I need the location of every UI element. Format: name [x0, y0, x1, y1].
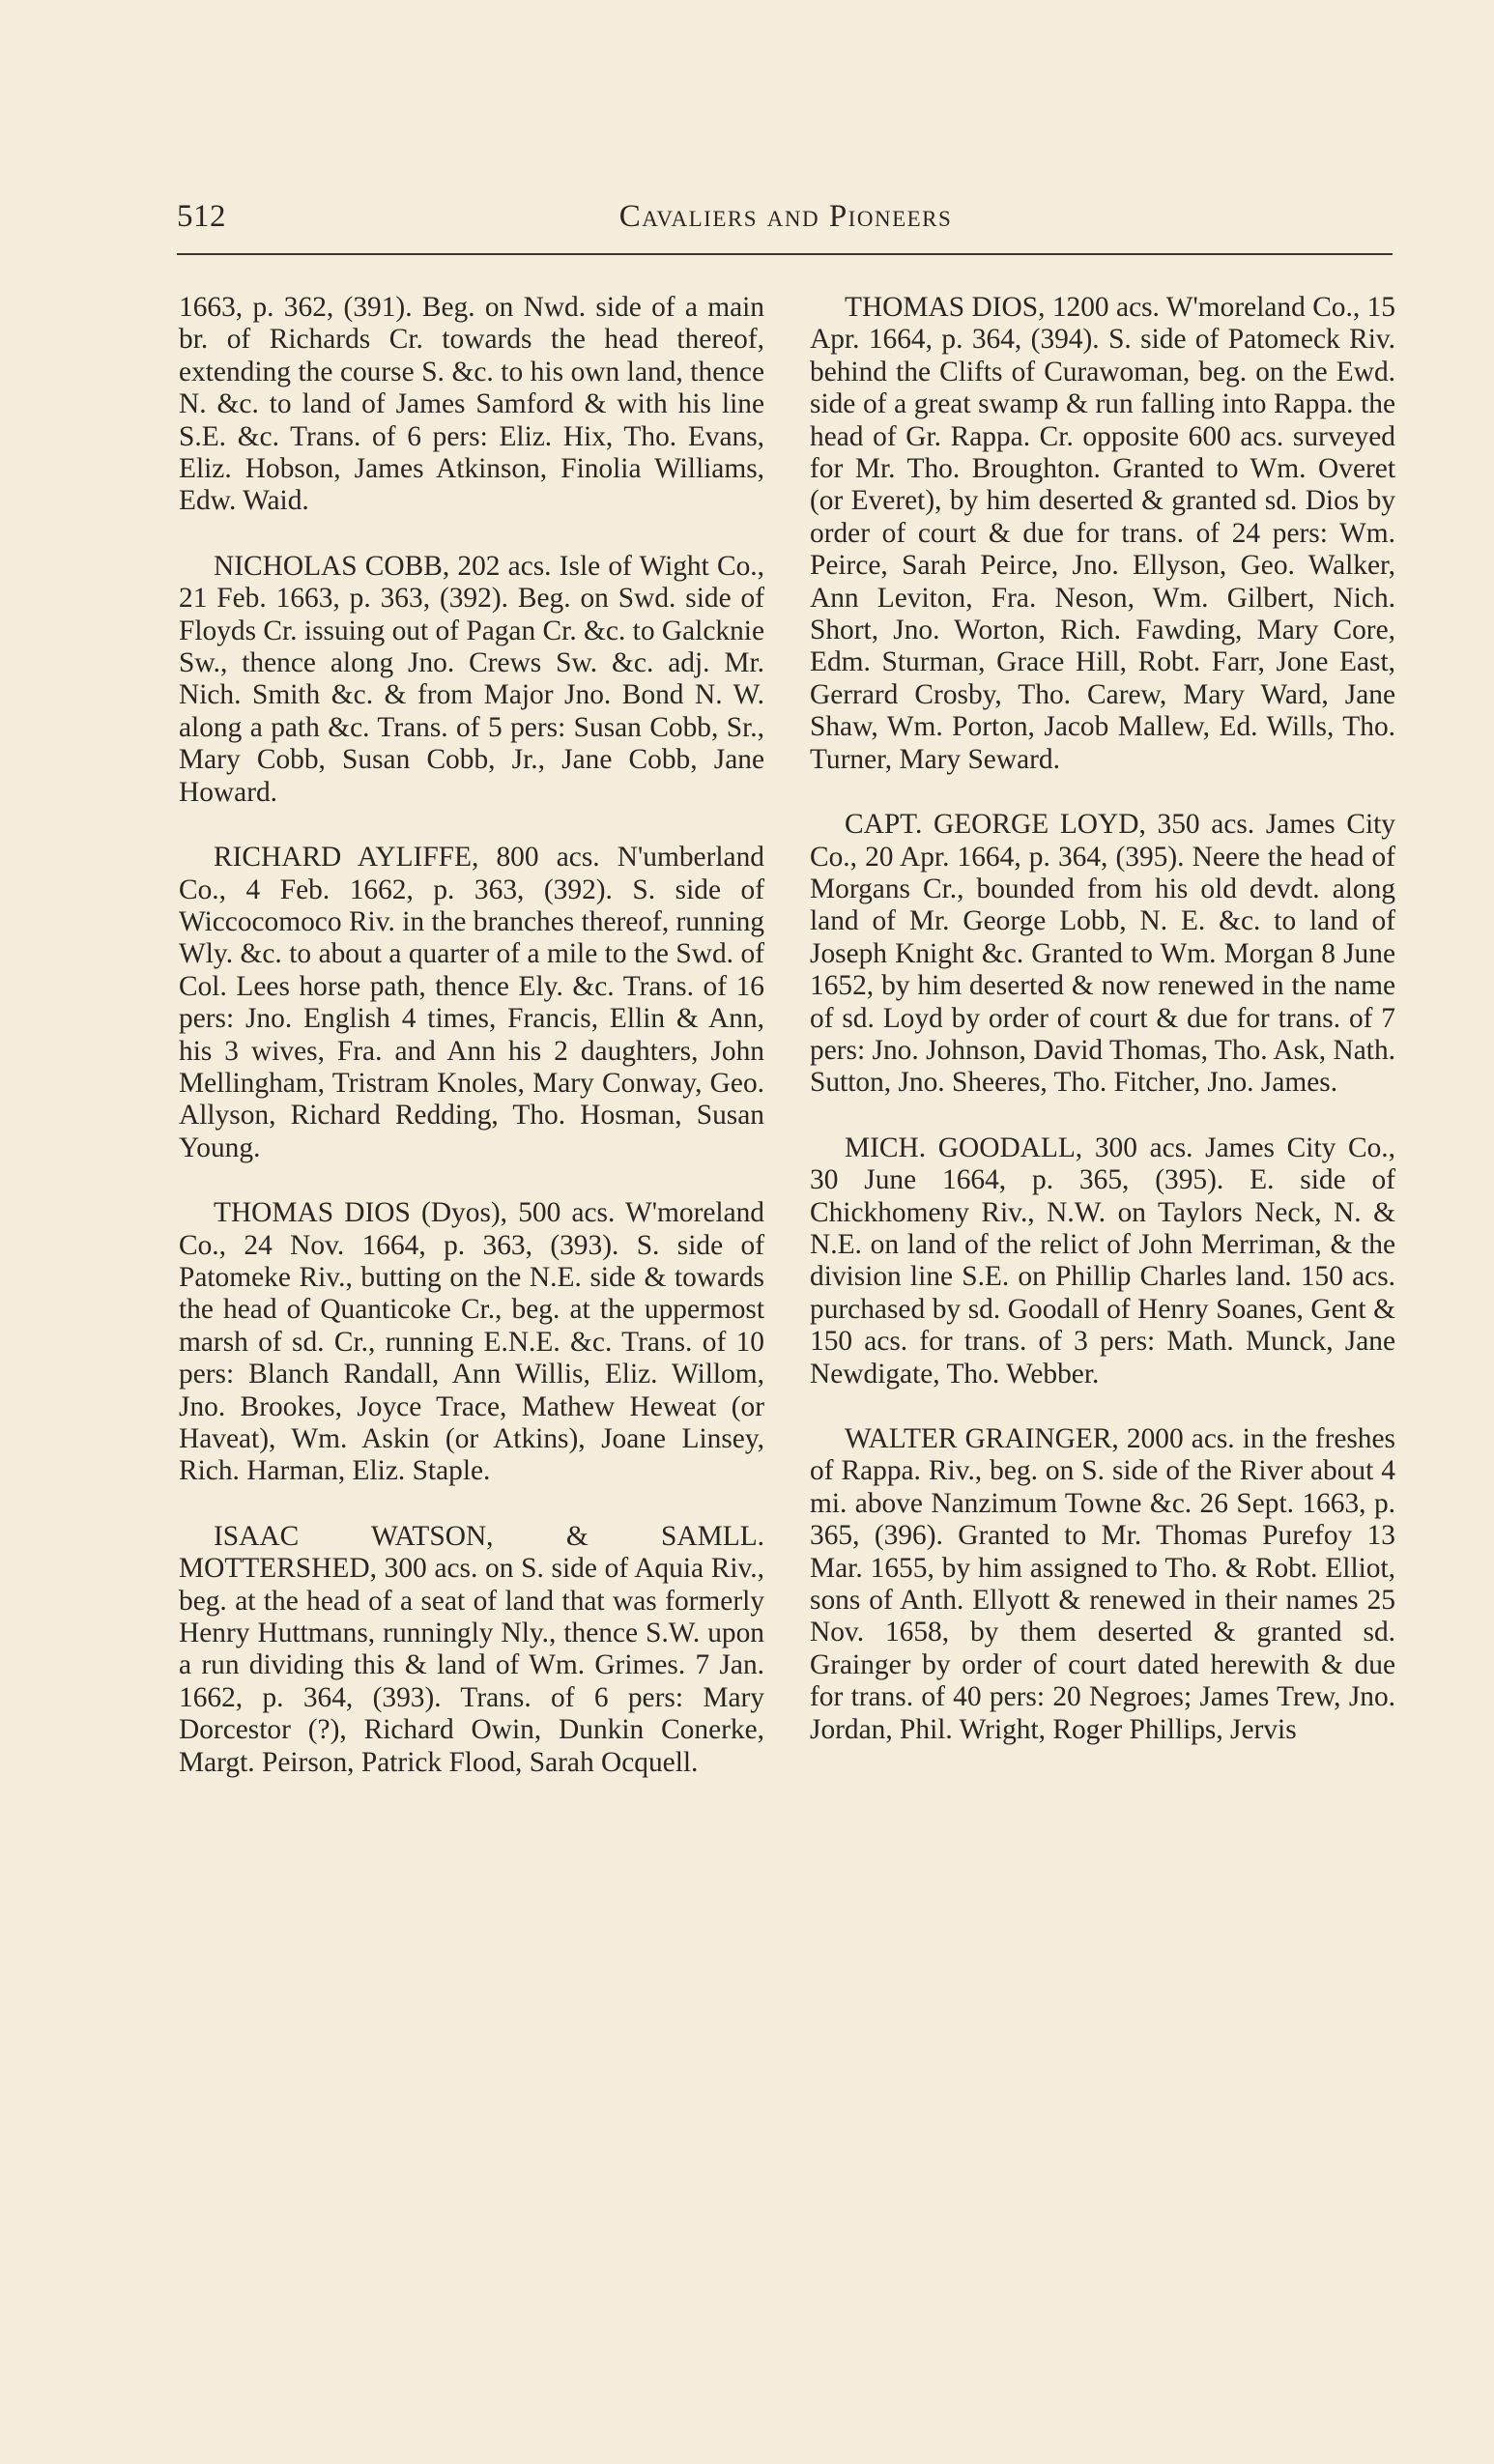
patent-entry-thomas-dios: THOMAS DIOS, 1200 acs. W'moreland Co., 15 Apr. 1664, p. 364, (394). S. side of Patomeck Riv. behind the Clifts of Curawoman, beg. on the Ewd. side of a great swamp & run falling into Rappa. the head of Gr. Rappa. Cr. opposite 600 acs. surveyed for Mr. Tho. Broughton. Granted to Wm. Overet (or Everet), by him deserted & granted sd. Dios by order of court & due for trans. of 24 pers: Wm. Peirce, Sarah Peirce, Jno. Ellyson, Geo. Walker, Ann Leviton, Fra. Neson, Wm. Gilbert, Nich. Short, Jno. Worton, Rich. Fawding, Mary Core, Edm. Sturman, Grace Hill, Robt. Farr, Jone East, Gerrard Crosby, Tho. Carew, Mary Ward, Jane Shaw, Wm. Porton, Jacob Mallew, Ed. Wills, Tho. Turner, Mary Seward. — [810, 292, 1395, 775]
right-column — [810, 292, 1395, 1746]
running-title: Cavaliers and Pioneers — [618, 199, 953, 234]
running-head — [177, 199, 1393, 247]
patent-entry-continued: 1663, p. 362, (391). Beg. on Nwd. side of a main br. of Richards Cr. towards the head thereof, extending the course S. &c. to his own land, thence N. &c. to land of James Samford & with his line S.E. &c. Trans. of 6 pers: Eliz. Hix, Tho. Evans, Eliz. Hobson, James Atkinson, Finolia Williams, Edw. Waid. — [179, 292, 764, 517]
header-rule — [177, 253, 1393, 255]
patent-entry-thomas-dios-dyos: THOMAS DIOS (Dyos), 500 acs. W'moreland Co., 24 Nov. 1664, p. 363, (393). S. side of Patomeke Riv., butting on the N.E. side & towards the head of Quanticoke Cr., beg. at the uppermost marsh of sd. Cr., running E.N.E. &c. Trans. of 10 pers: Blanch Randall, Ann Willis, Eliz. Willom, Jno. Brookes, Joyce Trace, Mathew Heweat (or Haveat), Wm. Askin (or Atkins), Joane Linsey, Rich. Harman, Eliz. Staple. — [179, 1197, 764, 1487]
patent-entry-richard-ayliffe: RICHARD AYLIFFE, 800 acs. N'umberland Co., 4 Feb. 1662, p. 363, (392). S. side of Wiccocomoco Riv. in the branches thereof, running Wly. &c. to about a quarter of a mile to the Swd. of Col. Lees horse path, thence Ely. &c. Trans. of 16 pers: Jno. English 4 times, Francis, Ellin & Ann, his 3 wives, Fra. and Ann his 2 daughters, John Mellingham, Tristram Knoles, Mary Conway, Geo. Allyson, Richard Redding, Tho. Hosman, Susan Young. — [179, 842, 764, 1163]
page-number: 512 — [177, 199, 226, 234]
patent-entry-nicholas-cobb: NICHOLAS COBB, 202 acs. Isle of Wight Co., 21 Feb. 1663, p. 363, (392). Beg. on Swd. side of Floyds Cr. issuing out of Pagan Cr. &c. to Galcknie Sw., thence along Jno. Crews Sw. &c. adj. Mr. Nich. Smith &c. & from Major Jno. Bond N. W. along a path &c. Trans. of 5 pers: Susan Cobb, Sr., Mary Cobb, Susan Cobb, Jr., Jane Cobb, Jane Howard. — [179, 550, 764, 808]
patent-entry-george-loyd: CAPT. GEORGE LOYD, 350 acs. James City Co., 20 Apr. 1664, p. 364, (395). Neere the head of Morgans Cr., bounded from his old devdt. along land of Mr. George Lobb, N. E. &c. to land of Joseph Knight &c. Granted to Wm. Morgan 8 June 1652, by him deserted & now renewed in the name of sd. Loyd by order of court & due for trans. of 7 pers: Jno. Johnson, David Thomas, Tho. Ask, Nath. Sutton, Jno. Sheeres, Tho. Fitcher, Jno. James. — [810, 809, 1395, 1099]
patent-entry-walter-grainger: WALTER GRAINGER, 2000 acs. in the freshes of Rappa. Riv., beg. on S. side of the River about 4 mi. above Nanzimum Towne &c. 26 Sept. 1663, p. 365, (396). Granted to Mr. Thomas Purefoy 13 Mar. 1655, by him assigned to Tho. & Robt. Elliot, sons of Anth. Ellyott & renewed in their names 25 Nov. 1658, by them deserted & granted sd. Grainger by order of court dated herewith & due for trans. of 40 pers: 20 Negroes; James Trew, Jno. Jordan, Phil. Wright, Roger Phillips, Jervis — [810, 1423, 1395, 1745]
left-column — [179, 292, 764, 1779]
patent-entry-mich-goodall: MICH. GOODALL, 300 acs. James City Co., 30 June 1664, p. 365, (395). E. side of Chickhomeny Riv., N.W. on Taylors Neck, N. & N.E. on land of the relict of John Merriman, & the division line S.E. on Phillip Charles land. 150 acs. purchased by sd. Goodall of Henry Soanes, Gent & 150 acs. for trans. of 3 pers: Math. Munck, Jane Newdigate, Tho. Webber. — [810, 1132, 1395, 1390]
patent-entry-isaac-watson: ISAAC WATSON, & SAMLL. MOTTERSHED, 300 acs. on S. side of Aquia Riv., beg. at the head of a seat of land that was formerly Henry Huttmans, runningly Nly., thence S.W. upon a run dividing this & land of Wm. Grimes. 7 Jan. 1662, p. 364, (393). Trans. of 6 pers: Mary Dorcestor (?), Richard Owin, Dunkin Conerke, Margt. Peirson, Patrick Flood, Sarah Ocquell. — [179, 1520, 764, 1778]
